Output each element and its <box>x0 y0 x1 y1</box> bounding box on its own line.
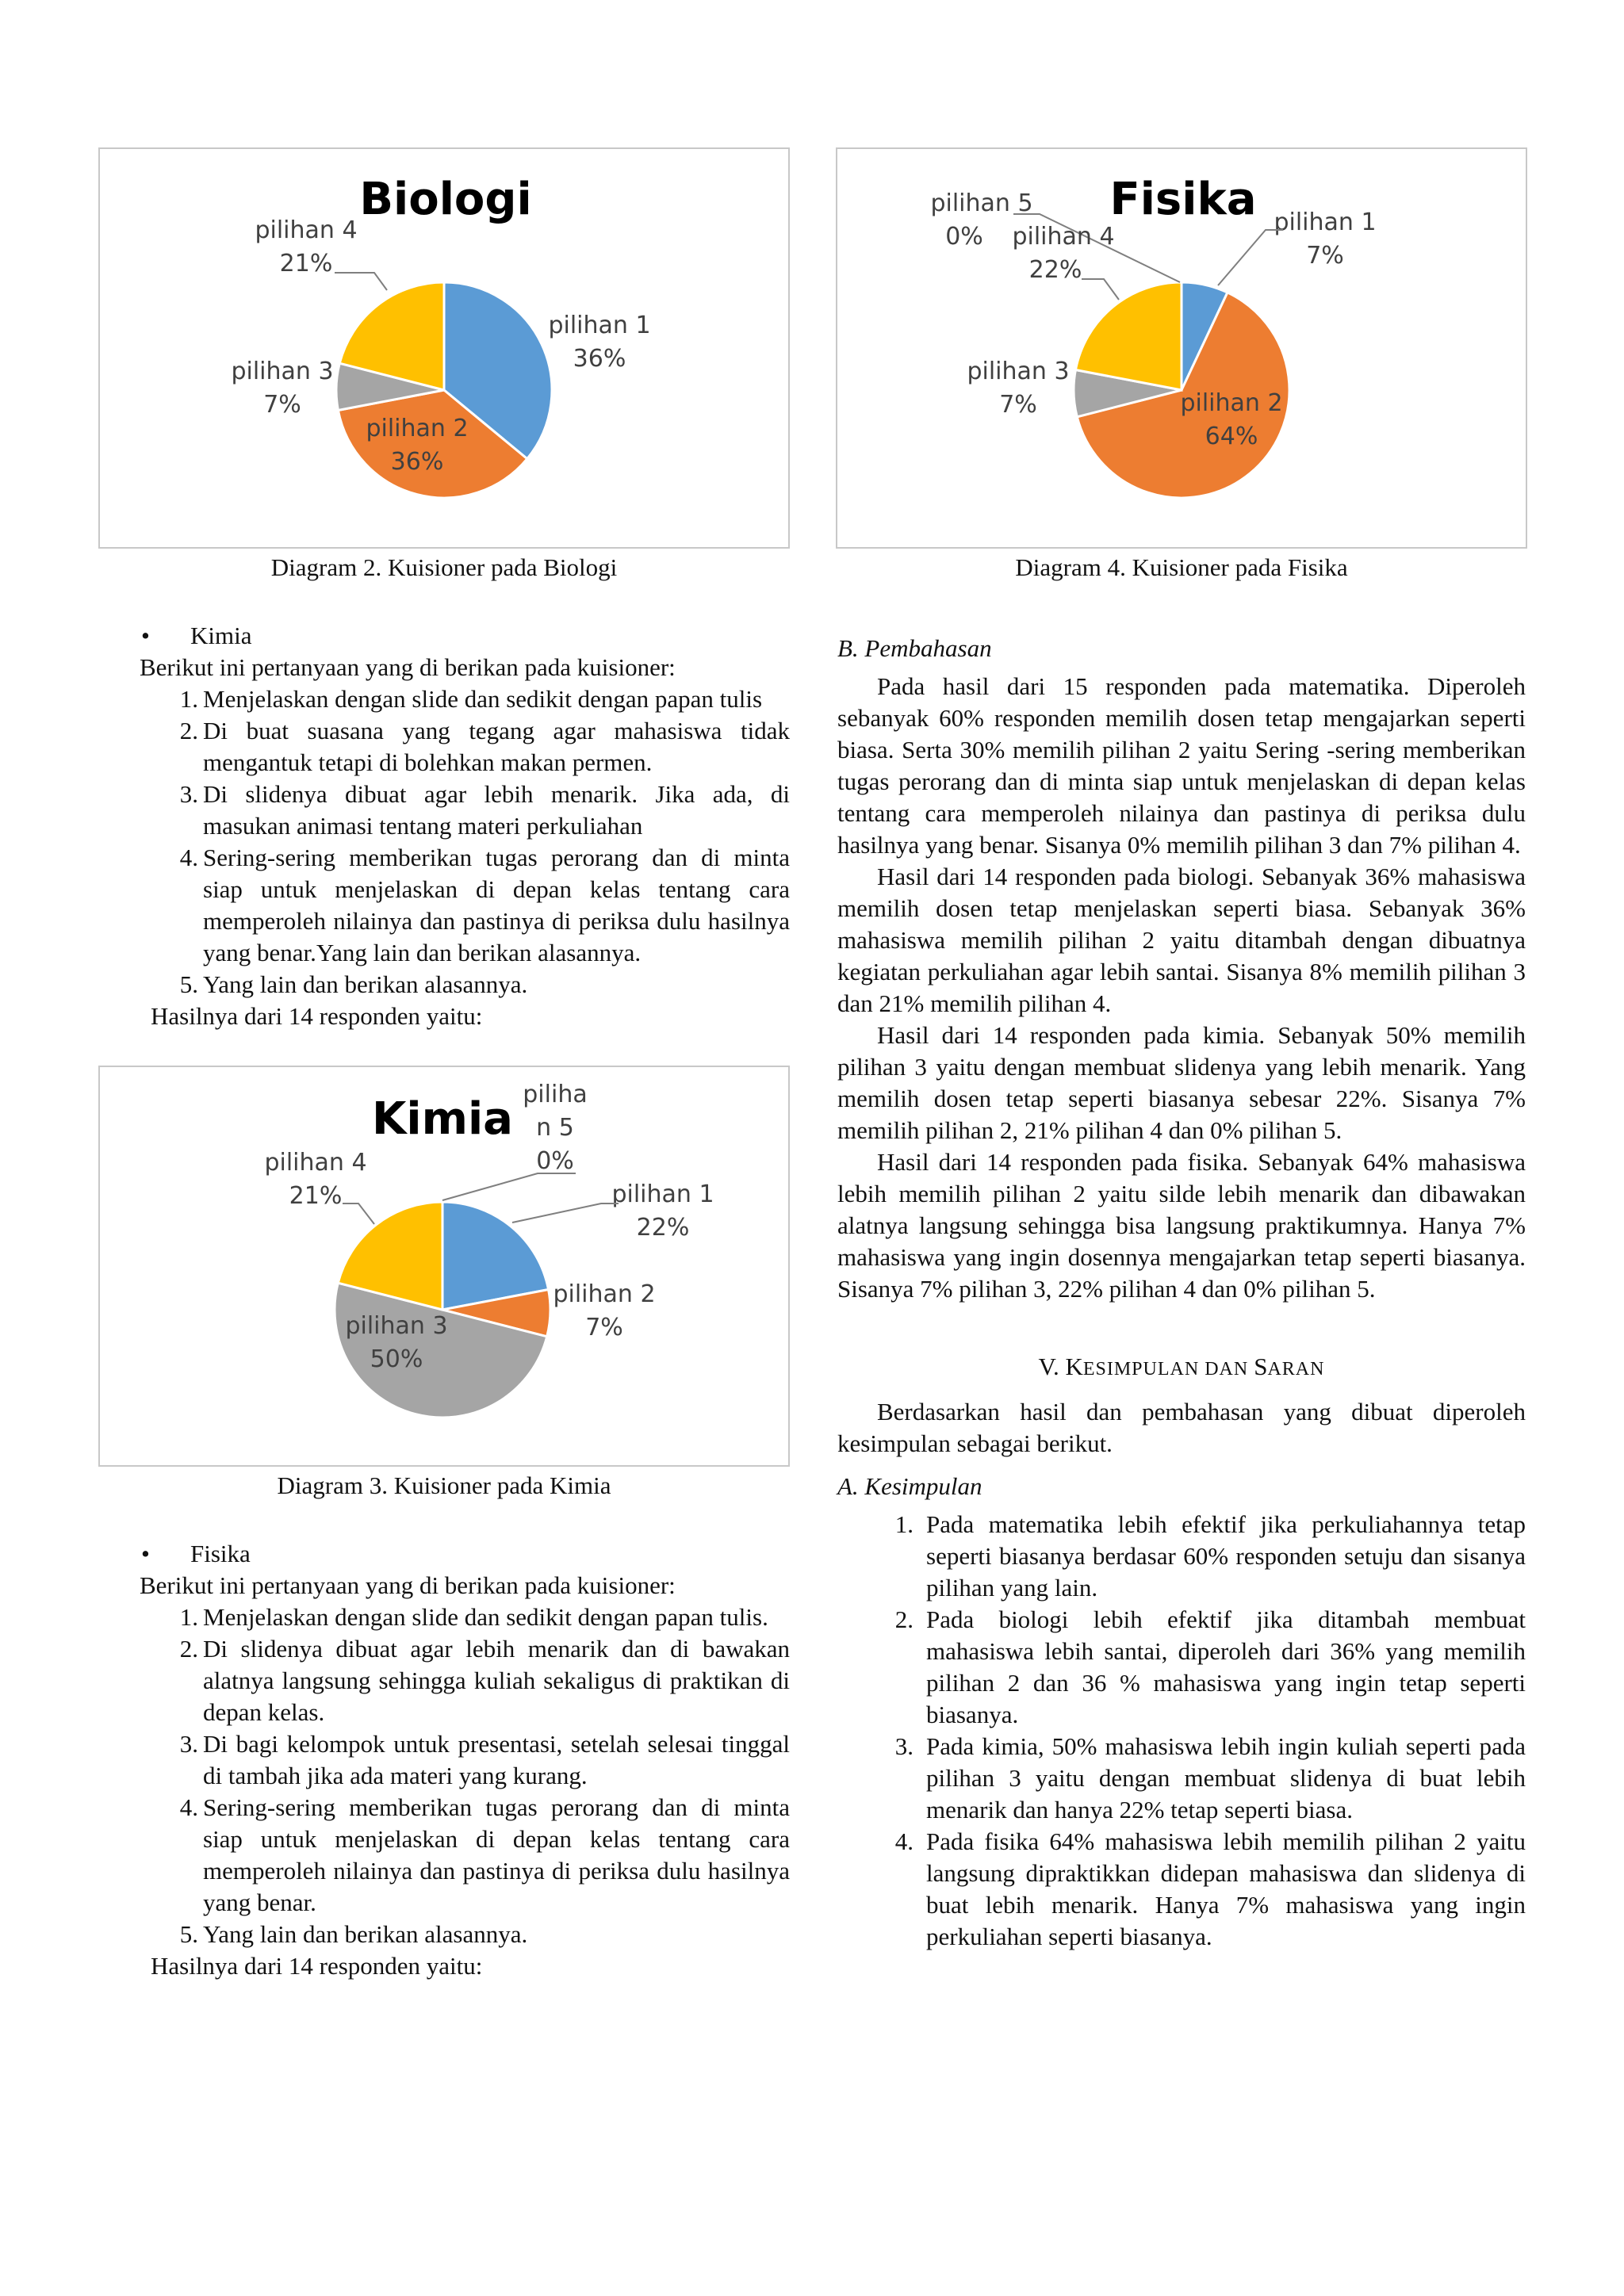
leader-line <box>1218 230 1283 285</box>
data-label: 0% <box>536 1147 574 1175</box>
section-heading-kesimpulan-dan-saran: V. KESIMPULAN DAN SARAN <box>1038 1353 1325 1380</box>
data-label: 7% <box>1306 242 1344 270</box>
left-column-fisika <box>140 1538 790 1982</box>
leader-line <box>512 1203 619 1223</box>
chart-title: Kimia <box>372 1093 513 1145</box>
bullet-mark: • <box>141 1540 150 1567</box>
question-list-kimia <box>140 683 790 1001</box>
data-label: pilihan 2 <box>553 1280 656 1308</box>
leader-line <box>1082 279 1119 300</box>
paragraph: Hasil dari 14 responden pada biologi. Sebanyak 36% mahasiswa memilih dosen tetap menjelaskan seperti biasa. Sebanyak 36% mahasiswa memilih pilihan 2 yaitu ditambah dengan dibuatnya kegiatan perkuliahan agar lebih santai. Sisanya 8% memilih pilihan 3 dan 21% memilih pilihan 4. <box>837 863 1526 1017</box>
pie-slice-pilihan-4 <box>1075 282 1182 390</box>
data-label: pilihan 5 <box>930 189 1033 217</box>
data-label: 0% <box>945 223 983 251</box>
data-label: n 5 <box>536 1114 574 1142</box>
leader-line <box>442 1173 576 1200</box>
list-item: 2. Pada biologi lebih efektif jika ditambah membuat mahasiswa lebih santai, diperoleh dari 36% yang memilih pilihan 2 dan 36 % mahasiswa yang ingin tetap seperti biasanya. <box>894 1605 1526 1728</box>
question-list-fisika <box>140 1601 790 1950</box>
caption-kimia: Diagram 3. Kuisioner pada Kimia <box>277 1471 611 1499</box>
bullet-heading <box>140 620 790 652</box>
caption-biologi: Diagram 2. Kuisioner pada Biologi <box>270 553 618 581</box>
pie-biologi <box>336 282 552 498</box>
data-label: 36% <box>390 448 444 476</box>
list-item: 2. Di buat suasana yang tegang agar mahasiswa tidak mengantuk tetapi di bolehkan makan permen. <box>179 717 790 776</box>
data-label: pilihan 2 <box>1180 389 1283 417</box>
data-label: pilihan 1 <box>611 1181 714 1208</box>
data-label: pilihan 1 <box>548 312 651 339</box>
bullet-heading <box>140 1538 790 1570</box>
chart-title: Biologi <box>359 174 532 225</box>
data-label: pilihan 4 <box>255 216 358 244</box>
list-item: 4. Pada fisika 64% mahasiswa lebih memilih pilihan 2 yaitu langsung dipraktikkan didepan mahasiswa dan slidenya di buat lebih menarik. Hanya 7% mahasiswa yang ingin perkuliahan seperti biasanya. <box>894 1827 1526 1950</box>
intro-text: Berikut ini pertanyaan yang di berikan pada kuisioner: <box>140 653 676 681</box>
leader-line <box>343 1203 374 1224</box>
chart-kimia-svg <box>100 1067 791 1468</box>
data-label: 7% <box>263 391 301 419</box>
data-label: 21% <box>279 250 333 277</box>
intro-text: Berikut ini pertanyaan yang di berikan pada kuisioner: <box>140 1571 676 1599</box>
data-label: 50% <box>370 1345 423 1373</box>
list-item: 3. Di slidenya dibuat agar lebih menarik. Jika ada, di masukan animasi tentang materi perkuliahan <box>179 780 790 840</box>
paragraph: Hasil dari 14 responden pada kimia. Sebanyak 50% memilih pilihan 3 yaitu dengan membuat slidenya yang lebih menarik. Yang memilih dosen tetap seperti biasanya sebesar 22%. Sisanya 7% memilih pilihan 2, 21% pilihan 4 dan 0% pilihan 5. <box>837 1021 1526 1144</box>
data-label: pilihan 2 <box>366 415 469 442</box>
chart-fisika <box>836 147 1527 549</box>
bullet-mark: • <box>141 622 150 649</box>
paragraph: Pada hasil dari 15 responden pada matematika. Diperoleh sebanyak 60% responden memilih dosen tetap mengajarkan seperti biasa. Serta 30% memilih pilihan 2 yaitu Sering -sering memberikan tugas perorang dan di minta siap untuk menjelaskan di depan kelas tentang cara memperoleh nilainya dan pastinya di periksa dulu hasilnya yang benar. Sisanya 0% memilih pilihan 3 dan 7% pilihan 4. <box>837 672 1526 859</box>
pie-kimia <box>335 1202 550 1418</box>
caption-fisika: Diagram 4. Kuisioner pada Fisika <box>1015 553 1348 581</box>
list-item: 4. Sering-sering memberikan tugas perorang dan di minta siap untuk menjelaskan di depan kelas tentang cara memperoleh nilainya dan pastinya di periksa dulu hasilnya yang benar. <box>179 1793 790 1916</box>
data-label: 7% <box>585 1314 623 1341</box>
data-label: 7% <box>999 391 1037 419</box>
subsection-heading-pembahasan: B. Pembahasan <box>837 634 992 662</box>
data-label: 21% <box>289 1182 343 1210</box>
section-heading-fisika: Fisika <box>190 1540 251 1567</box>
leader-line <box>335 273 387 290</box>
data-label: 22% <box>1028 256 1082 284</box>
chart-biologi <box>98 147 790 549</box>
list-item: 1. Pada matematika lebih efektif jika perkuliahannya tetap seperti biasanya berdasar 60% responden setuju dan sisanya pilihan yang lain. <box>894 1510 1526 1601</box>
chart-title: Fisika <box>1109 174 1257 225</box>
list-item: 4. Sering-sering memberikan tugas perorang dan di minta siap untuk menjelaskan di depan kelas tentang cara memperoleh nilainya dan pastinya di periksa dulu hasilnya yang benar.Yang lain dan berikan alasannya. <box>179 844 790 966</box>
section-heading-kimia: Kimia <box>190 622 252 649</box>
paragraph: Hasil dari 14 responden pada fisika. Sebanyak 64% mahasiswa lebih memilih pilihan 2 yaitu silde lebih menarik dan dibawakan alatnya langsung sehingga bisa langsung praktikumnya. Hanya 7% mahasiswa yang ingin dosennya mengajarkan tetap seperti biasanya. Sisanya 7% pilihan 3, 22% pilihan 4 dan 0% pilihan 5. <box>837 1148 1526 1303</box>
data-label: pilihan 4 <box>264 1149 367 1177</box>
data-label: pilihan 3 <box>967 358 1070 385</box>
kesimpulan-list <box>837 1509 1526 1953</box>
list-item: 5. Yang lain dan berikan alasannya. <box>179 1920 528 1948</box>
list-item: 5. Yang lain dan berikan alasannya. <box>179 970 528 998</box>
data-label: pilihan 3 <box>345 1312 448 1340</box>
paragraph: Berdasarkan hasil dan pembahasan yang dibuat diperoleh kesimpulan sebagai berikut. <box>837 1398 1526 1457</box>
data-label: piliha <box>523 1081 588 1108</box>
chart-kimia <box>98 1066 790 1467</box>
chart-fisika-svg <box>837 149 1529 550</box>
subsection-heading-kesimpulan: A. Kesimpulan <box>837 1472 982 1500</box>
data-label: 22% <box>636 1214 690 1242</box>
list-item: 1. Menjelaskan dengan slide dan sedikit dengan papan tulis <box>179 685 763 713</box>
chart-biologi-svg <box>100 149 791 550</box>
data-label: 64% <box>1205 423 1258 450</box>
data-label: 36% <box>573 345 626 373</box>
outro-text: Hasilnya dari 14 responden yaitu: <box>151 1952 483 1980</box>
right-column <box>837 633 1526 1953</box>
list-item: 1. Menjelaskan dengan slide dan sedikit dengan papan tulis. <box>179 1603 768 1631</box>
outro-text: Hasilnya dari 14 responden yaitu: <box>151 1002 483 1030</box>
data-label: pilihan 1 <box>1274 209 1377 236</box>
data-label: pilihan 3 <box>231 358 334 385</box>
data-label: pilihan 4 <box>1012 223 1115 251</box>
list-item: 2. Di slidenya dibuat agar lebih menarik dan di bawakan alatnya langsung sehingga kuliah sekaligus di praktikan di depan kelas. <box>179 1635 790 1726</box>
left-column-kimia <box>140 620 790 1032</box>
list-item: 3. Di bagi kelompok untuk presentasi, setelah selesai tinggal di tambah jika ada materi yang kurang. <box>179 1730 790 1789</box>
list-item: 3. Pada kimia, 50% mahasiswa lebih ingin kuliah seperti pada pilihan 3 yaitu dengan membuat slidenya di buat lebih menarik dan hanya 22% tetap seperti biasa. <box>894 1732 1526 1823</box>
